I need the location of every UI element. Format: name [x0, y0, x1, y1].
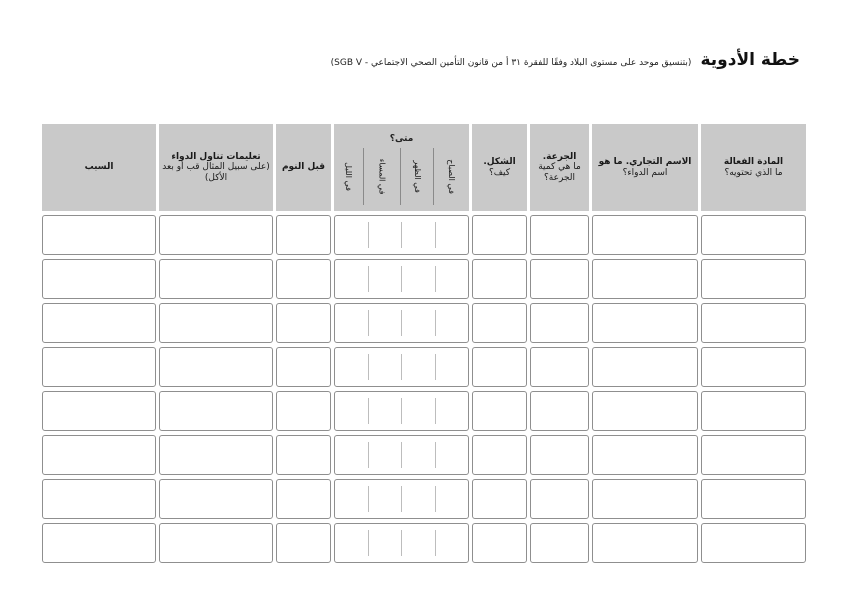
header-dose: [530, 124, 589, 211]
header-form-hint: كيف؟: [488, 167, 511, 178]
cell-trade-name[interactable]: [592, 215, 698, 255]
cell-trade-name[interactable]: [592, 391, 698, 431]
cell-trade-name[interactable]: [592, 303, 698, 343]
header-trade-name-label: الاسم التجاري. ما هو: [598, 157, 692, 168]
header-active-ingredient-hint: ما الذي تحتويه؟: [724, 167, 783, 178]
cell-dose[interactable]: [530, 215, 589, 255]
cell-when[interactable]: [334, 347, 469, 387]
header-bedtime: [276, 124, 331, 211]
page-title-row: [42, 50, 800, 70]
cell-active-ingredient[interactable]: [701, 303, 806, 343]
cell-when-night[interactable]: [335, 310, 368, 336]
cell-when-evening[interactable]: [368, 310, 402, 336]
header-when-label: متى؟: [389, 134, 414, 144]
cell-when-noon[interactable]: [401, 442, 435, 468]
cell-trade-name[interactable]: [592, 523, 698, 563]
cell-when-night[interactable]: [335, 222, 368, 248]
cell-bedtime[interactable]: [276, 303, 331, 343]
header-trade-name: [592, 124, 698, 211]
header-reason: [42, 124, 156, 211]
cell-dose[interactable]: [530, 391, 589, 431]
cell-when-morning[interactable]: [435, 530, 469, 556]
cell-when-night[interactable]: [335, 398, 368, 424]
cell-bedtime[interactable]: [276, 215, 331, 255]
cell-when-noon[interactable]: [401, 222, 435, 248]
cell-dose[interactable]: [530, 303, 589, 343]
header-when-morning-label: في الصباح: [447, 159, 457, 194]
cell-active-ingredient[interactable]: [701, 479, 806, 519]
medication-table: [42, 124, 800, 563]
cell-trade-name[interactable]: [592, 435, 698, 475]
cell-when-evening[interactable]: [368, 398, 402, 424]
cell-instructions[interactable]: [159, 479, 273, 519]
cell-active-ingredient[interactable]: [701, 435, 806, 475]
cell-active-ingredient[interactable]: [701, 259, 806, 299]
header-active-ingredient: [701, 124, 806, 211]
page-subtitle: (بتنسيق موحد على مستوى البلاد وفقًا للفقرة ٣١ أ من قانون التأمين الصحي الاجتماعي - SGB V): [330, 58, 692, 68]
cell-active-ingredient[interactable]: [701, 391, 806, 431]
cell-when-evening[interactable]: [368, 530, 402, 556]
cell-when-night[interactable]: [335, 266, 368, 292]
cell-form[interactable]: [472, 391, 527, 431]
cell-when-noon[interactable]: [401, 486, 435, 512]
cell-when[interactable]: [334, 259, 469, 299]
cell-instructions[interactable]: [159, 523, 273, 563]
cell-when[interactable]: [334, 523, 469, 563]
cell-when[interactable]: [334, 391, 469, 431]
cell-when-evening[interactable]: [368, 486, 402, 512]
cell-when-morning[interactable]: [435, 442, 469, 468]
cell-reason[interactable]: [42, 347, 156, 387]
cell-bedtime[interactable]: [276, 523, 331, 563]
cell-when-night[interactable]: [335, 354, 368, 380]
cell-form[interactable]: [472, 479, 527, 519]
cell-instructions[interactable]: [159, 391, 273, 431]
cell-active-ingredient[interactable]: [701, 215, 806, 255]
cell-when-morning[interactable]: [435, 486, 469, 512]
cell-when[interactable]: [334, 479, 469, 519]
cell-active-ingredient[interactable]: [701, 523, 806, 563]
cell-when-noon[interactable]: [401, 530, 435, 556]
cell-when-noon[interactable]: [401, 310, 435, 336]
header-form-label: الشكل.: [483, 157, 516, 168]
cell-active-ingredient[interactable]: [701, 347, 806, 387]
cell-when-evening[interactable]: [368, 266, 402, 292]
cell-trade-name[interactable]: [592, 347, 698, 387]
cell-reason[interactable]: [42, 303, 156, 343]
cell-bedtime[interactable]: [276, 479, 331, 519]
header-instructions-hint: (على سبيل المثال قب أو بعد الأكل): [162, 162, 270, 183]
header-instructions: [159, 124, 273, 211]
cell-bedtime[interactable]: [276, 259, 331, 299]
header-when-subcolumns: [334, 148, 469, 211]
cell-dose[interactable]: [530, 435, 589, 475]
cell-when-morning[interactable]: [435, 222, 469, 248]
cell-dose[interactable]: [530, 347, 589, 387]
cell-instructions[interactable]: [159, 259, 273, 299]
cell-form[interactable]: [472, 347, 527, 387]
page-title: خطة الأدوية: [700, 50, 800, 70]
cell-when[interactable]: [334, 435, 469, 475]
cell-form[interactable]: [472, 435, 527, 475]
cell-trade-name[interactable]: [592, 259, 698, 299]
cell-form[interactable]: [472, 259, 527, 299]
cell-when-noon[interactable]: [401, 398, 435, 424]
cell-form[interactable]: [472, 215, 527, 255]
cell-when-morning[interactable]: [435, 354, 469, 380]
cell-when[interactable]: [334, 215, 469, 255]
header-dose-label: الجرعة.: [542, 151, 577, 162]
header-instructions-label: تعليمات تناول الدواء: [171, 151, 261, 162]
cell-when-evening[interactable]: [368, 442, 402, 468]
cell-when-night[interactable]: [335, 442, 368, 468]
header-when-night: [334, 148, 363, 205]
header-when-evening: [363, 148, 400, 205]
header-trade-name-hint: اسم الدواء؟: [622, 167, 668, 178]
header-reason-label: السبب: [84, 162, 114, 173]
cell-reason[interactable]: [42, 479, 156, 519]
header-when: [334, 124, 469, 211]
cell-reason[interactable]: [42, 391, 156, 431]
cell-form[interactable]: [472, 523, 527, 563]
cell-when-evening[interactable]: [368, 222, 402, 248]
cell-reason[interactable]: [42, 523, 156, 563]
header-when-noon-label: في الظهر: [412, 160, 422, 193]
header-active-ingredient-label: المادة الفعالة: [723, 157, 784, 168]
cell-when-morning[interactable]: [435, 310, 469, 336]
cell-dose[interactable]: [530, 479, 589, 519]
cell-when-noon[interactable]: [401, 354, 435, 380]
header-form: [472, 124, 527, 211]
cell-instructions[interactable]: [159, 435, 273, 475]
cell-when-morning[interactable]: [435, 266, 469, 292]
cell-reason[interactable]: [42, 259, 156, 299]
cell-reason[interactable]: [42, 435, 156, 475]
cell-form[interactable]: [472, 303, 527, 343]
cell-bedtime[interactable]: [276, 435, 331, 475]
cell-reason[interactable]: [42, 215, 156, 255]
cell-when[interactable]: [334, 303, 469, 343]
cell-instructions[interactable]: [159, 347, 273, 387]
header-when-night-label: في الليل: [344, 162, 354, 192]
cell-instructions[interactable]: [159, 215, 273, 255]
cell-dose[interactable]: [530, 259, 589, 299]
header-dose-hint: ما هي كمية الجرعة؟: [538, 162, 581, 183]
header-when-morning: [433, 148, 469, 205]
cell-dose[interactable]: [530, 523, 589, 563]
header-bedtime-label: قبل النوم: [281, 162, 326, 173]
cell-when-evening[interactable]: [368, 354, 402, 380]
cell-bedtime[interactable]: [276, 391, 331, 431]
cell-when-night[interactable]: [335, 486, 368, 512]
cell-trade-name[interactable]: [592, 479, 698, 519]
cell-instructions[interactable]: [159, 303, 273, 343]
cell-bedtime[interactable]: [276, 347, 331, 387]
cell-when-night[interactable]: [335, 530, 368, 556]
header-when-noon: [400, 148, 433, 205]
cell-when-morning[interactable]: [435, 398, 469, 424]
cell-when-noon[interactable]: [401, 266, 435, 292]
header-when-evening-label: في المساء: [377, 158, 387, 195]
